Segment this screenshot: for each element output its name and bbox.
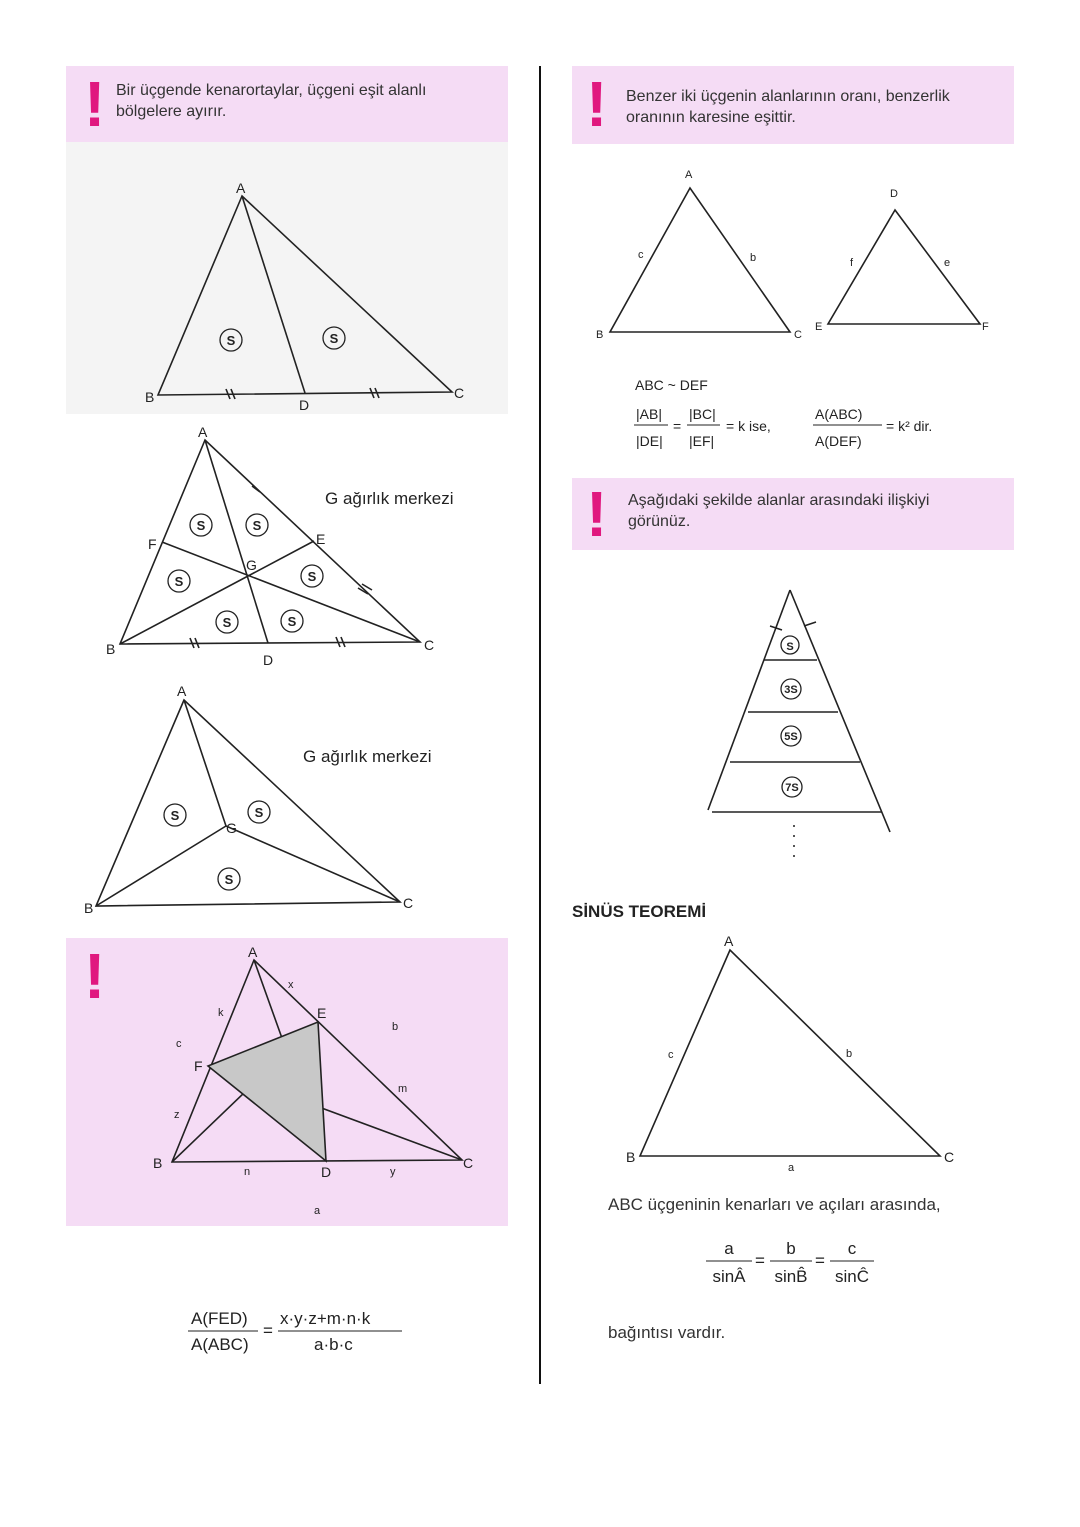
vertex-label: B [145, 389, 155, 405]
vertex-label: C [403, 895, 414, 911]
formula-term: sinB̂ [774, 1267, 808, 1286]
side-label: f [850, 257, 854, 269]
side-label: a [314, 1205, 321, 1217]
warning-icon: ! [84, 940, 106, 1012]
area-label: S [307, 569, 317, 584]
side-label: c [668, 1049, 674, 1061]
median-note: Bir üçgende kenarortaylar, üçgeni eşit alanlı bölgelere ayırır. [116, 82, 427, 120]
area-label: S [224, 872, 234, 887]
vertex-label: C [463, 1155, 474, 1171]
svg-text:=: = [755, 1251, 765, 1270]
formula-term: sinĈ [834, 1267, 870, 1286]
vertex-label: B [596, 329, 604, 341]
svg-text:=: = [263, 1321, 273, 1340]
vertex-label: B [153, 1155, 163, 1171]
svg-text:=: = [673, 418, 682, 434]
centroid-caption: G ağırlık merkezi [325, 489, 454, 508]
vertex-label: E [316, 531, 326, 547]
formula-term: A(ABC) [191, 1335, 249, 1354]
area-label: 5S [784, 731, 798, 743]
vertex-label: G [246, 557, 257, 573]
sinus-suffix: bağıntısı vardır. [608, 1323, 726, 1342]
formula-term: |DE| [636, 433, 663, 449]
triangle-median [158, 196, 452, 395]
side-label: b [392, 1021, 399, 1033]
side-label: b [846, 1048, 853, 1060]
formula-term: A(FED) [191, 1309, 248, 1328]
svg-text:=: = [815, 1251, 825, 1270]
formula-term: = k ise, [726, 418, 771, 434]
formula-term: A(DEF) [815, 433, 862, 449]
sinus-title: SİNÜS TEOREMİ [572, 902, 707, 921]
area-label: S [287, 614, 297, 629]
side-label: n [244, 1166, 251, 1178]
vertex-label: C [424, 637, 435, 653]
warning-icon: ! [586, 478, 608, 550]
vertex-label: D [321, 1164, 332, 1180]
sinus-text: ABC üçgeninin kenarları ve açıları arasında, [608, 1195, 941, 1214]
vertex-label: B [626, 1149, 636, 1165]
area-label: 7S [785, 782, 799, 794]
vertex-label: C [794, 329, 802, 341]
triangle-sinus [640, 950, 940, 1156]
vertex-label: A [177, 683, 187, 699]
warning-icon: ! [84, 68, 106, 140]
area-label: S [254, 805, 264, 820]
shaded-triangle-fed [208, 1022, 326, 1161]
vertex-label: A [685, 169, 693, 181]
area-label: S [252, 518, 262, 533]
side-label: m [398, 1083, 408, 1095]
side-label: c [638, 249, 644, 261]
vertex-label: C [944, 1149, 955, 1165]
area-label: S [174, 574, 184, 589]
areas-note: Aşağıdaki şekilde alanlar arasındaki ilişkiyi görünüz. [628, 492, 930, 530]
vertex-label: D [263, 652, 274, 668]
side-label: e [944, 257, 951, 269]
side-label: z [174, 1109, 180, 1121]
side-label: k [218, 1007, 224, 1019]
vertex-label: G [226, 820, 237, 836]
vertex-label: D [299, 397, 310, 413]
similar-relation: ABC ~ DEF [635, 377, 708, 393]
area-label: 3S [784, 684, 798, 696]
vertex-label: B [106, 641, 116, 657]
area-label: S [226, 333, 236, 348]
vertex-label: C [454, 385, 465, 401]
triangle-centroid-three [96, 700, 400, 906]
vertex-label: D [890, 188, 898, 200]
area-label: S [329, 331, 339, 346]
vertex-label: E [317, 1005, 327, 1021]
formula-term: c [847, 1239, 857, 1258]
formula-term: a [724, 1239, 734, 1258]
vertex-label: A [236, 180, 246, 196]
side-label: y [390, 1166, 396, 1178]
vertex-label: A [724, 933, 734, 949]
formula-term: sinÂ [712, 1267, 746, 1286]
side-label: a [788, 1162, 795, 1174]
area-label: S [786, 641, 794, 653]
formula-term: a·b·c [314, 1335, 353, 1354]
formula-term: b [786, 1239, 796, 1258]
side-label: b [750, 252, 757, 264]
vertex-label: E [815, 321, 823, 333]
formula-term: |BC| [689, 406, 716, 422]
vertex-label: F [194, 1058, 203, 1074]
formula-term: |EF| [689, 433, 715, 449]
triangle-abc-similar [610, 188, 790, 332]
vertex-label: A [198, 424, 208, 440]
similar-note: Benzer iki üçgenin alanlarının oranı, benzerlik oranının karesine eşittir. [626, 88, 950, 126]
formula-term: |AB| [636, 406, 662, 422]
vertex-label: B [84, 900, 94, 916]
side-label: x [288, 979, 294, 991]
formula-term: x·y·z+m·n·k [280, 1309, 371, 1328]
centroid-caption: G ağırlık merkezi [303, 747, 432, 766]
triangle-centroid-six [120, 440, 420, 644]
area-label: S [196, 518, 206, 533]
area-label: S [222, 615, 232, 630]
formula-term: = k² dir. [886, 418, 933, 434]
warning-icon: ! [586, 68, 608, 140]
vertex-label: A [248, 944, 258, 960]
vertex-label: F [982, 321, 989, 333]
vertex-label: F [148, 536, 157, 552]
formula-term: A(ABC) [815, 406, 863, 422]
side-label: c [176, 1038, 182, 1050]
area-label: S [170, 808, 180, 823]
